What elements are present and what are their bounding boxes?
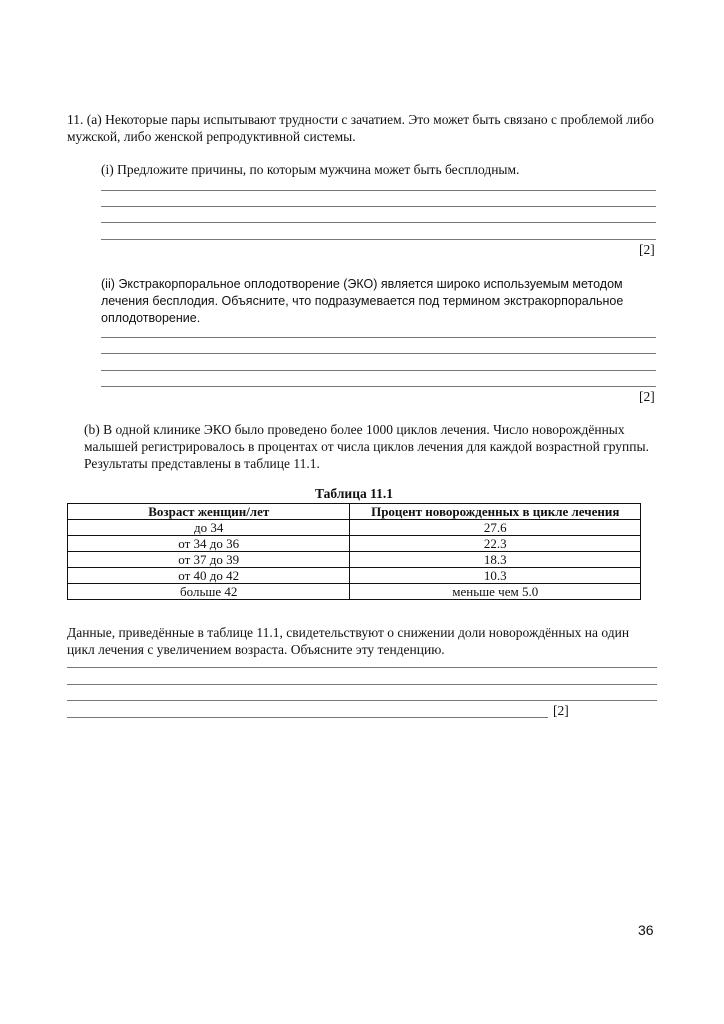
- answer-line[interactable]: [101, 206, 656, 207]
- percent-cell: 18.3: [350, 552, 641, 568]
- table-row: [68, 568, 641, 584]
- part-ii-prompt: (ii) Экстракорпоральное оплодотворение (ЭКО) является широко используемым методом лечения бесплодия. Объясните, что подразумевается под термином экстракорпоральное оплодотворение.: [101, 277, 624, 325]
- header-percent: Процент новорожденных в цикле лечения: [350, 504, 641, 520]
- answer-line[interactable]: [67, 700, 657, 701]
- age-cell: больше 42: [68, 584, 350, 600]
- age-cell: от 37 до 39: [68, 552, 350, 568]
- answer-line[interactable]: [101, 222, 656, 223]
- percent-cell: 27.6: [350, 520, 641, 536]
- header-age: Возраст женщин/лет: [68, 504, 350, 520]
- page-number: 36: [638, 922, 654, 938]
- results-table: [67, 503, 641, 600]
- age-cell: от 40 до 42: [68, 568, 350, 584]
- table-row: [68, 536, 641, 552]
- answer-line[interactable]: [67, 684, 657, 685]
- table-row: [68, 584, 641, 600]
- table-row: [68, 520, 641, 536]
- age-cell: от 34 до 36: [68, 536, 350, 552]
- part-b-prompt: Данные, приведённые в таблице 11.1, свидетельствуют о снижении доли новорождённых на один цикл лечения с увеличением возраста. Объясните эту тенденцию.: [67, 625, 630, 657]
- answer-line[interactable]: [67, 717, 548, 718]
- part-b-mark: [2]: [553, 703, 569, 718]
- table-header-row: [68, 504, 641, 520]
- table-row: [68, 552, 641, 568]
- question-intro: 11. (a) Некоторые пары испытывают трудности с зачатием. Это может быть связано с проблемой либо мужской, либо женской репродуктивной системы.: [67, 112, 654, 144]
- part-b-intro: (b) В одной клинике ЭКО было проведено более 1000 циклов лечения. Число новорождённых малышей регистрировалось в процентах от числа циклов лечения для каждой возрастной группы. Результаты представлены в таблице 11.1.: [84, 422, 649, 471]
- percent-cell: 10.3: [350, 568, 641, 584]
- age-cell: до 34: [68, 520, 350, 536]
- answer-line[interactable]: [101, 239, 656, 240]
- part-i-mark: [2]: [639, 242, 655, 257]
- percent-cell: меньше чем 5.0: [350, 584, 641, 600]
- answer-line[interactable]: [101, 337, 656, 338]
- part-i-prompt: (i) Предложите причины, по которым мужчина может быть бесплодным.: [101, 162, 520, 177]
- part-ii-mark: [2]: [639, 389, 655, 404]
- table-caption: Таблица 11.1: [315, 486, 393, 501]
- answer-line[interactable]: [67, 667, 657, 668]
- percent-cell: 22.3: [350, 536, 641, 552]
- answer-line[interactable]: [101, 386, 656, 387]
- answer-line[interactable]: [101, 190, 656, 191]
- answer-line[interactable]: [101, 353, 656, 354]
- answer-line[interactable]: [101, 370, 656, 371]
